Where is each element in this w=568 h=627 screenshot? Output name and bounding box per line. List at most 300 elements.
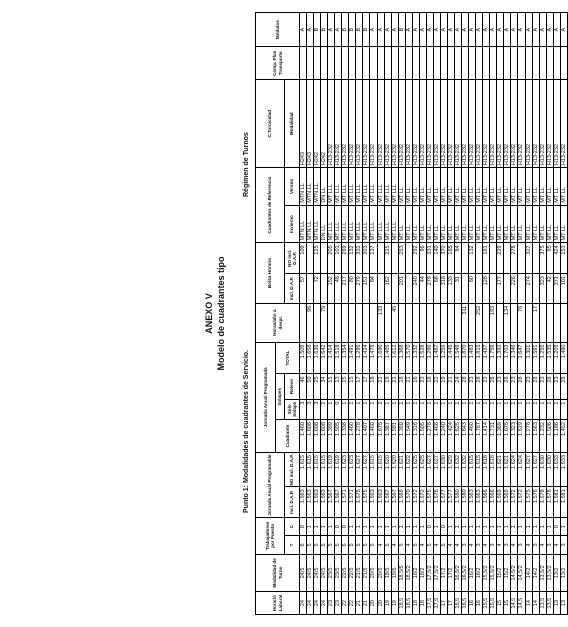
cell-ji: 1.563 xyxy=(321,487,328,518)
cell-inv: MT LL xyxy=(504,205,511,243)
cell-bi: 226 xyxy=(511,274,518,304)
cell-hd xyxy=(398,303,405,342)
cell-m: 24/5 xyxy=(321,554,328,592)
cell-ji: 1.580 xyxy=(462,487,469,518)
cell-inv: MT LL xyxy=(412,205,419,243)
cell-c: 1 xyxy=(546,518,553,536)
cell-re: 50 xyxy=(307,374,314,399)
cell-ver: MT LLL xyxy=(349,168,356,206)
col-c: C xyxy=(285,518,300,536)
cell-re: 23 xyxy=(525,374,532,399)
table-row xyxy=(440,13,447,615)
cell-ji: 1.580 xyxy=(455,487,462,518)
cell-bi: 57 xyxy=(300,274,307,304)
cell-m: 24/5 xyxy=(314,554,321,592)
cell-ver: MT LLL xyxy=(342,168,349,206)
cell-ji: 1.567 xyxy=(384,487,391,518)
cell-m: 23/5 xyxy=(335,554,342,592)
cell-m: 17/2 xyxy=(440,554,447,592)
cell-ver: MT LLL xyxy=(384,168,391,206)
col-incl-dap: Incl. D.A.P. xyxy=(285,487,300,518)
cell-bi: 80 xyxy=(349,274,356,304)
table-row xyxy=(405,13,412,615)
cell-mo: A xyxy=(532,13,539,47)
cell-m: 18/2 xyxy=(412,554,419,592)
cell-pt xyxy=(363,47,370,80)
cell-bi xyxy=(476,274,483,304)
cell-bi: 44 xyxy=(419,274,426,304)
cell-mo: A xyxy=(462,13,469,47)
cell-to: 1.487 xyxy=(433,342,440,374)
cell-hd xyxy=(419,303,426,342)
cell-t: 3 xyxy=(546,536,553,554)
cell-re: 23 xyxy=(553,374,560,399)
cell-inv: MT LL xyxy=(546,205,553,243)
cell-t: 4 xyxy=(419,536,426,554)
cell-to: 1.535 xyxy=(546,342,553,374)
cell-ji: 1.576 xyxy=(532,487,539,518)
cell-inv: MT LL xyxy=(553,205,560,243)
cell-hd xyxy=(405,303,412,342)
table-row xyxy=(518,13,525,615)
cell-re: 21 xyxy=(447,374,454,399)
cell-pt xyxy=(455,47,462,80)
cell-jn: 1.618 xyxy=(483,453,490,487)
cell-to: 1.259 xyxy=(440,342,447,374)
cell-c: 1 xyxy=(356,518,363,536)
table-row xyxy=(546,13,553,615)
cell-ss: 1 xyxy=(328,399,335,420)
cell-c: 1 xyxy=(412,518,419,536)
cell-jn: 1.615 xyxy=(314,453,321,487)
cell-jn: 1.627 xyxy=(356,453,363,487)
cell-bn: 132 xyxy=(469,243,476,274)
cell-jn: 1.623 xyxy=(349,453,356,487)
cell-ji: 1.563 xyxy=(377,487,384,518)
cell-t: 5 xyxy=(349,536,356,554)
cell-ss: 1 xyxy=(504,399,511,420)
cell-to: 1.296 xyxy=(356,342,363,374)
cell-ss: 1 xyxy=(405,399,412,420)
cell-mod: H242 xyxy=(314,80,321,168)
col-bolsa-incl: Incl. D.A.P. xyxy=(285,274,300,304)
cell-ji: 1.571 xyxy=(342,487,349,518)
cell-ver: MT LL xyxy=(504,168,511,206)
cell-jn: 1.621 xyxy=(504,453,511,487)
cell-to: 1.346 xyxy=(511,342,518,374)
cell-t: 5 xyxy=(384,536,391,554)
cell-ver: MT LLL xyxy=(363,168,370,206)
cell-ss: 1 xyxy=(539,399,546,420)
cell-bi xyxy=(504,274,511,304)
cell-ss: 1 xyxy=(497,399,504,420)
cell-re: 22 xyxy=(433,374,440,399)
cell-c: 0 xyxy=(300,518,307,536)
cell-re: 28 xyxy=(546,374,553,399)
cell-re: 21 xyxy=(391,374,398,399)
cell-jn: 1.622 xyxy=(405,453,412,487)
cell-to: 1.301 xyxy=(525,342,532,374)
cell-t: 5 xyxy=(398,536,405,554)
cell-cu: 1.506 xyxy=(546,420,553,453)
cell-re: 21 xyxy=(377,374,384,399)
cell-mod: H13-232 xyxy=(518,80,525,168)
cell-c: 0 xyxy=(426,518,433,536)
cell-mod: H13-232 xyxy=(356,80,363,168)
cell-ji: 1.567 xyxy=(335,487,342,518)
cell-h: 20 xyxy=(370,592,377,615)
cell-re: 34 xyxy=(321,374,328,399)
cell-mod: H13-232 xyxy=(504,80,511,168)
cell-to: 1.549 xyxy=(455,342,462,374)
cell-mo: A xyxy=(433,13,440,47)
cell-ver: MT LL xyxy=(490,168,497,206)
cell-ji: 1.578 xyxy=(539,487,546,518)
col-t: T xyxy=(285,536,300,554)
cell-bi: 101 xyxy=(560,274,567,304)
cell-ss: 1 xyxy=(455,399,462,420)
col-invierno: Invierno xyxy=(285,205,300,243)
cell-to: 1.636 xyxy=(314,342,321,374)
cell-t: 5 xyxy=(363,536,370,554)
cell-mod: H13-232 xyxy=(490,80,497,168)
cell-pt xyxy=(314,47,321,80)
cell-ss: 1 xyxy=(363,399,370,420)
cell-jn: 1.627 xyxy=(433,453,440,487)
cell-cu: 1.460 xyxy=(370,420,377,453)
cell-hd: 133 xyxy=(377,303,384,342)
cell-pt xyxy=(433,47,440,80)
col-comp-plus: Comp. Plus Transporte xyxy=(256,47,300,80)
cell-ss: 1 xyxy=(356,399,363,420)
cell-inv: MTN LL xyxy=(300,205,307,243)
cell-hd xyxy=(370,303,377,342)
cell-to: 1.332 xyxy=(412,342,419,374)
cell-cu: 1.350 xyxy=(398,420,405,453)
cell-ver: DN LL xyxy=(321,168,328,206)
cell-mod: H13-232 xyxy=(342,80,349,168)
cell-t: 4 xyxy=(405,536,412,554)
cell-h: 24 xyxy=(307,592,314,615)
cell-ji: 1.563 xyxy=(314,487,321,518)
cell-mod: H13-232 xyxy=(405,80,412,168)
cell-jn: 1.632 xyxy=(462,453,469,487)
cell-mo: A xyxy=(476,13,483,47)
cell-m: 21/5 xyxy=(363,554,370,592)
cell-mod: H13-232 xyxy=(398,80,405,168)
cell-jn: 1.627 xyxy=(426,453,433,487)
cell-cu: 1.186 xyxy=(553,420,560,453)
cell-to: 1.612 xyxy=(391,342,398,374)
cell-t: 3 xyxy=(518,536,525,554)
cell-c: 1 xyxy=(391,518,398,536)
cell-ss: 1 xyxy=(433,399,440,420)
cell-pt xyxy=(300,47,307,80)
cell-bi: 323 xyxy=(539,274,546,304)
col-bolsa-horaria: Bolsa Horaria xyxy=(256,243,285,303)
cell-m: 17,5/2 xyxy=(433,554,440,592)
cell-m: 14,5/2 xyxy=(511,554,518,592)
cell-ver: MT LL xyxy=(553,168,560,206)
cell-ji: 1.578 xyxy=(546,487,553,518)
cell-ji: 1.563 xyxy=(300,487,307,518)
cell-m: 14,5/2 xyxy=(518,554,525,592)
cell-h: 21 xyxy=(356,592,363,615)
cell-bi: 88 xyxy=(433,274,440,304)
cell-to: 1.483 xyxy=(469,342,476,374)
cell-pt xyxy=(426,47,433,80)
cell-c: 1 xyxy=(328,518,335,536)
cell-bn: 205 xyxy=(328,243,335,274)
cell-mo: A xyxy=(539,13,546,47)
cell-mod: H13-232 xyxy=(483,80,490,168)
cell-ver: MT LL xyxy=(483,168,490,206)
cell-hd xyxy=(356,303,363,342)
cell-ji: 1.575 xyxy=(426,487,433,518)
table-row xyxy=(398,13,405,615)
cell-ji: 1.575 xyxy=(356,487,363,518)
cell-bi: 31 xyxy=(455,274,462,304)
cell-bn: 229 xyxy=(497,243,504,274)
cell-hd xyxy=(497,303,504,342)
cell-jn: 1.625 xyxy=(412,453,419,487)
cell-jn: 1.615 xyxy=(469,453,476,487)
cell-bi: 42 xyxy=(546,274,553,304)
cell-jn: 1.621 xyxy=(497,453,504,487)
cell-jn: 1.615 xyxy=(307,453,314,487)
cell-inv: MT LLL xyxy=(363,205,370,243)
cell-inv: MT LL xyxy=(518,205,525,243)
cell-cu: 1.278 xyxy=(356,420,363,453)
cell-c: 1 xyxy=(384,518,391,536)
table-row xyxy=(469,13,476,615)
cell-c: 1 xyxy=(462,518,469,536)
cell-hd: 96 xyxy=(307,303,314,342)
cell-pt xyxy=(532,47,539,80)
cell-c: 1 xyxy=(307,518,314,536)
cell-ji: 1.572 xyxy=(419,487,426,518)
cell-c: 1 xyxy=(497,518,504,536)
cell-t: 4 xyxy=(511,536,518,554)
cell-h: 20 xyxy=(377,592,384,615)
cell-inv: MTN LL xyxy=(314,205,321,243)
col-modalidad-turno: Modalidad de Turno xyxy=(256,554,300,592)
cell-ji: 1.567 xyxy=(391,487,398,518)
cell-bi: 162 xyxy=(384,274,391,304)
cell-m: 13/2 xyxy=(560,554,567,592)
cell-pt xyxy=(539,47,546,80)
cell-ss: 1 xyxy=(483,399,490,420)
cell-cu: 1.787 xyxy=(476,420,483,453)
cell-ji: 1.569 xyxy=(504,487,511,518)
cell-pt xyxy=(497,47,504,80)
cell-mod: H13-232 xyxy=(560,80,567,168)
cell-to: 1.815 xyxy=(476,342,483,374)
cell-hd xyxy=(328,303,335,342)
cell-mod: H13-232 xyxy=(363,80,370,168)
cell-hd xyxy=(384,303,391,342)
cell-m: 14/2 xyxy=(525,554,532,592)
cell-bi: 133 xyxy=(447,274,454,304)
cell-c: 0 xyxy=(440,518,447,536)
cell-mod: H13-232 xyxy=(384,80,391,168)
cell-re: 28 xyxy=(462,374,469,399)
cell-mod: H13-232 xyxy=(525,80,532,168)
cell-ji: 1.563 xyxy=(370,487,377,518)
cell-cu: 1.316 xyxy=(412,420,419,453)
cell-re: 18 xyxy=(370,374,377,399)
cell-cu: 1.369 xyxy=(497,420,504,453)
cell-m: 21/5 xyxy=(356,554,363,592)
cell-jn: 1.623 xyxy=(342,453,349,487)
table-row xyxy=(356,13,363,615)
cell-cu: 1.619 xyxy=(518,420,525,453)
cell-bn: 153 xyxy=(560,243,567,274)
cell-mo: A xyxy=(391,13,398,47)
table-body xyxy=(300,13,568,615)
cell-h: 13 xyxy=(553,592,560,615)
cell-m: 22/5 xyxy=(342,554,349,592)
cell-t: 5 xyxy=(307,536,314,554)
cell-jn: 1.619 xyxy=(328,453,335,487)
cell-bn xyxy=(405,243,412,274)
cell-cu: 1.549 xyxy=(405,420,412,453)
cell-c: 1 xyxy=(476,518,483,536)
cell-hd: 193 xyxy=(490,303,497,342)
cell-jn: 1.615 xyxy=(321,453,328,487)
cell-ver: MT LL xyxy=(462,168,469,206)
cell-ss: 1 xyxy=(426,399,433,420)
cell-jn: 1.632 xyxy=(455,453,462,487)
cell-t: 3 xyxy=(560,536,567,554)
cell-hd: 17 xyxy=(532,303,539,342)
cell-bi: 201 xyxy=(398,274,405,304)
cell-mod: H13-232 xyxy=(391,80,398,168)
cell-ver: MT LL xyxy=(476,168,483,206)
cell-ss: 1 xyxy=(532,399,539,420)
cell-mo: A xyxy=(405,13,412,47)
cell-ver: MT LL xyxy=(511,168,518,206)
cell-re: 17 xyxy=(363,374,370,399)
table-row xyxy=(349,13,356,615)
cell-pt xyxy=(504,47,511,80)
cell-mod: H13-232 xyxy=(377,80,384,168)
cell-t: 4 xyxy=(497,536,504,554)
cell-ss: 3 xyxy=(300,399,307,420)
cell-mo: A xyxy=(440,13,447,47)
cell-mod: H13-232 xyxy=(433,80,440,168)
cell-bi: 80 xyxy=(469,274,476,304)
cell-h: 22 xyxy=(349,592,356,615)
cell-t: 4 xyxy=(539,536,546,554)
cell-h: 17,5 xyxy=(426,592,433,615)
cell-jn: 1.624 xyxy=(518,453,525,487)
cell-m: 19/5 xyxy=(391,554,398,592)
cell-bn xyxy=(377,243,384,274)
cell-re: 17 xyxy=(356,374,363,399)
cell-h: 24 xyxy=(300,592,307,615)
cell-to: 1.414 xyxy=(328,342,335,374)
cell-hd xyxy=(539,303,546,342)
cell-ji: 1.575 xyxy=(525,487,532,518)
cell-mod: H13-232 xyxy=(469,80,476,168)
cell-c: 1 xyxy=(483,518,490,536)
table-row xyxy=(384,13,391,615)
cell-re: 16 xyxy=(412,374,419,399)
cell-ver: MTN LL xyxy=(314,168,321,206)
cell-h: 15 xyxy=(504,592,511,615)
cell-ji: 1.581 xyxy=(560,487,567,518)
table-row xyxy=(560,13,567,615)
cell-pt xyxy=(370,47,377,80)
cell-inv: MT LLL xyxy=(391,205,398,243)
cell-m: 15/2 xyxy=(497,554,504,592)
cell-re: 13 xyxy=(335,374,342,399)
cell-hd xyxy=(335,303,342,342)
table-row xyxy=(455,13,462,615)
cell-c: 1 xyxy=(377,518,384,536)
cell-inv: MT LL xyxy=(483,205,490,243)
cell-t: 5 xyxy=(321,536,328,554)
cell-pt xyxy=(349,47,356,80)
cell-jn: 1.615 xyxy=(476,453,483,487)
cell-ji: 1.566 xyxy=(483,487,490,518)
col-no-incl-dap: NO incl. D.A.P. xyxy=(285,453,300,487)
cell-jn: 1.620 xyxy=(384,453,391,487)
cell-h: 19 xyxy=(384,592,391,615)
cell-bi: 274 xyxy=(525,274,532,304)
cell-re: 25 xyxy=(314,374,321,399)
cell-ji: 1.572 xyxy=(412,487,419,518)
cell-jn: 1.619 xyxy=(335,453,342,487)
cell-mo: B xyxy=(321,13,328,47)
cell-pt xyxy=(384,47,391,80)
cell-m: 18,5/2 xyxy=(405,554,412,592)
cell-mod: H13-232 xyxy=(532,80,539,168)
cell-jn: 1.630 xyxy=(539,453,546,487)
cell-t: 4 xyxy=(377,536,384,554)
cell-m: 24/5 xyxy=(300,554,307,592)
col-total: TOTAL xyxy=(276,342,300,374)
cell-c: 1 xyxy=(349,518,356,536)
cell-m: 17,5/2 xyxy=(426,554,433,592)
cell-hd: 311 xyxy=(462,303,469,342)
cell-c: 0 xyxy=(342,518,349,536)
cell-t: 5 xyxy=(314,536,321,554)
cell-c: 1 xyxy=(539,518,546,536)
cell-re: 23 xyxy=(419,374,426,399)
table-row xyxy=(412,13,419,615)
cell-t: 4 xyxy=(553,536,560,554)
cell-c: 1 xyxy=(370,518,377,536)
cell-m: 17/2 xyxy=(447,554,454,592)
cell-bn xyxy=(518,243,525,274)
cell-inv: MT LL xyxy=(462,205,469,243)
cell-bi xyxy=(462,274,469,304)
cell-mo: A xyxy=(525,13,532,47)
cell-re: 15 xyxy=(328,374,335,399)
cell-h: 24 xyxy=(314,592,321,615)
cell-mo: B xyxy=(398,13,405,47)
cell-m: 13,5/2 xyxy=(546,554,553,592)
cell-inv: MT LL xyxy=(490,205,497,243)
cell-cu: 1.387 xyxy=(384,420,391,453)
table-row xyxy=(539,13,546,615)
cell-bi xyxy=(391,274,398,304)
cell-pt xyxy=(321,47,328,80)
cell-t: 6 xyxy=(342,536,349,554)
annex-title: ANEXO V xyxy=(204,293,214,334)
